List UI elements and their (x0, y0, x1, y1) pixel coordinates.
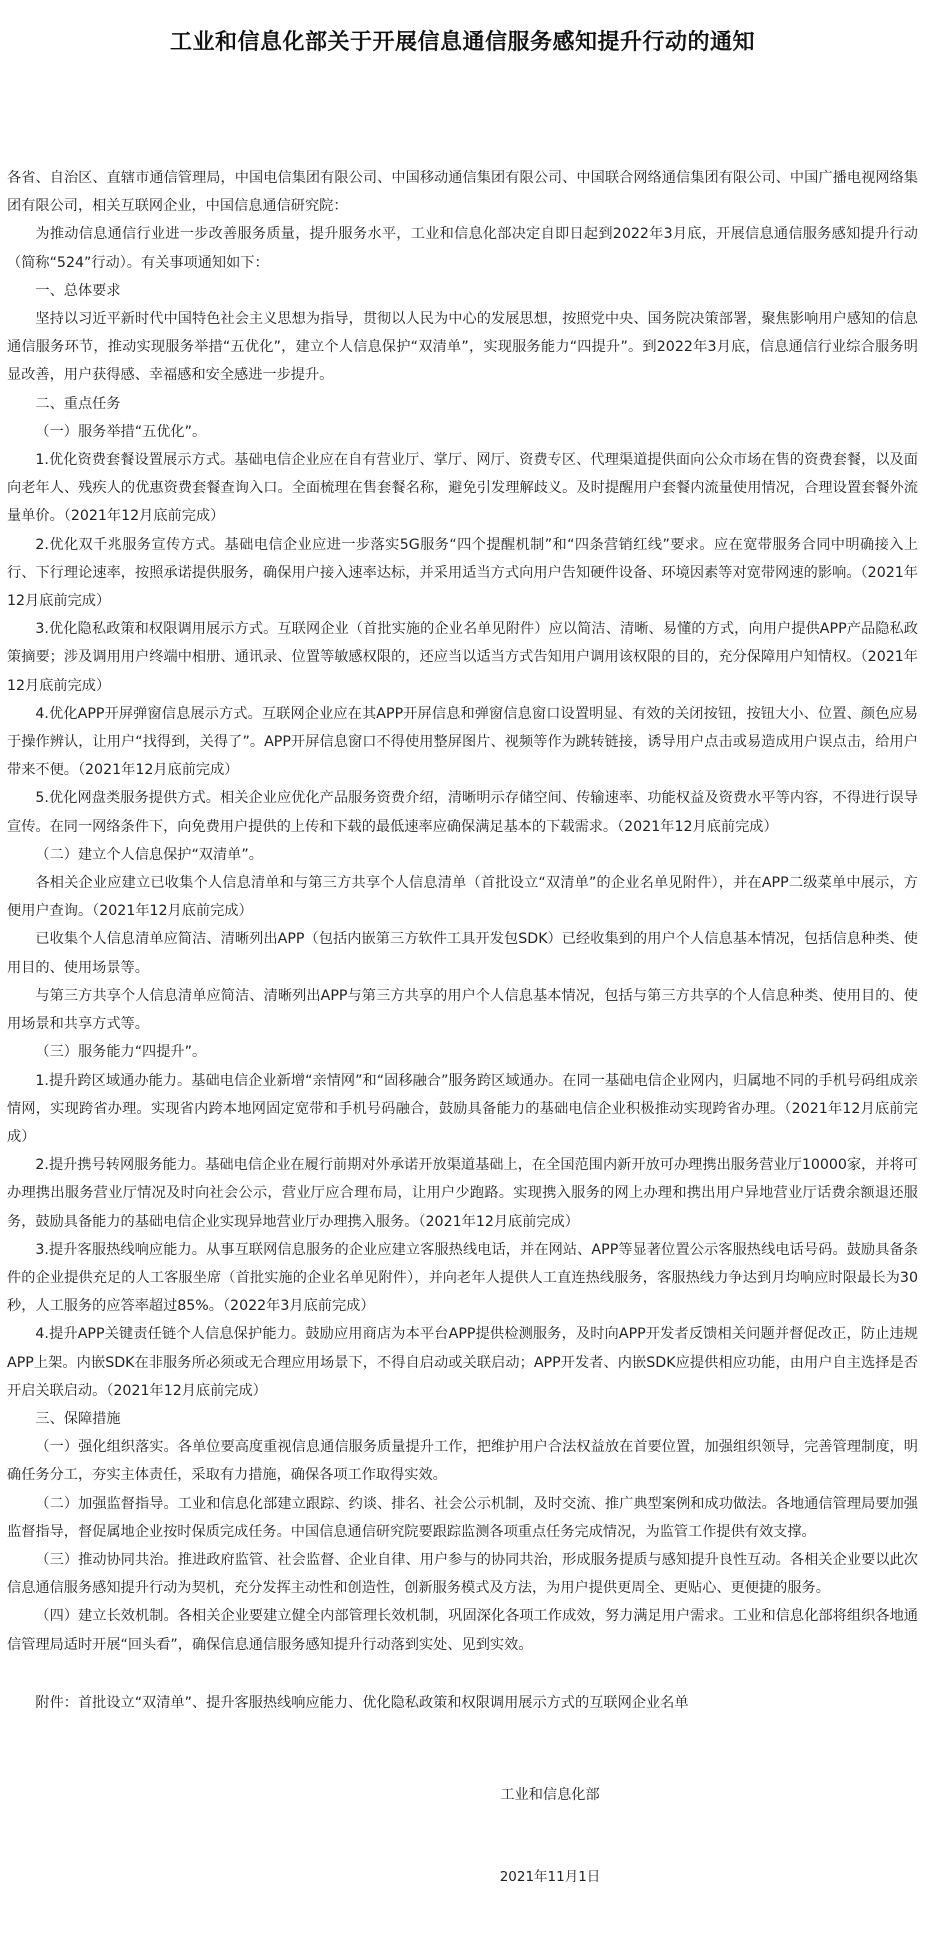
paragraph: 3.提升客服热线响应能力。从事互联网信息服务的企业应建立客服热线电话，并在网站、APP等显著位置公示客服热线电话号码。鼓励具备条件的企业提供充足的人工客服坐席（首批实施的企业名单见附件），并向老年人提供人工直连热线服务，客服热线力争达到月均响应时限最长为30秒，人工服务的应答率超过85%。（2022年3月底前完成） (7, 1241, 918, 1315)
paragraph: 与第三方共享个人信息清单应简洁、清晰列出APP与第三方共享的用户个人信息基本情况，包括与第三方共享的个人信息种类、使用目的、使用场景和共享方式等。 (7, 987, 918, 1033)
section-heading-safeguards: 三、保障措施 (35, 1410, 121, 1427)
subsection-heading: （二）建立个人信息保护“双清单”。 (35, 846, 263, 863)
issuer-signature: 工业和信息化部 (500, 1786, 600, 1803)
paragraph: 4.优化APP开屏弹窗信息展示方式。互联网企业应在其APP开屏信息和弹窗信息窗口设置明显、有效的关闭按钮，按钮大小、位置、颜色应易于操作辨认，让用户“找得到，关得了”。APP开屏信息窗口不得使用整屏图片、视频等作为跳转链接，诱导用户点击或易造成用户误点击，给用户带来不便。（2021年12月底前完成） (7, 705, 918, 779)
subsection-heading: （三）服务能力“四提升”。 (35, 1044, 207, 1061)
paragraph: 各相关企业应建立已收集个人信息清单和与第三方共享个人信息清单（首批设立“双清单”的企业名单见附件），并在APP二级菜单中展示，方便用户查询。（2021年12月底前完成） (7, 875, 918, 920)
paragraph: 3.优化隐私政策和权限调用展示方式。互联网企业（首批实施的企业名单见附件）应以简洁、清晰、易懂的方式，向用户提供APP产品隐私政策摘要；涉及调用用户终端中相册、通讯录、位置等敏感权限的，还应当以适当方式告知用户调用该权限的目的，充分保障用户知情权。（2021年12月底前完成） (7, 621, 918, 694)
paragraph-intro: 为推动信息通信行业进一步改善服务质量，提升服务水平，工业和信息化部决定自即日起到2022年3月底，开展信息通信服务感知提升行动（简称“524”行动）。有关事项通知如下： (7, 226, 918, 271)
paragraph: 1.提升跨区域通办能力。基础电信企业新增“亲情网”和“固移融合”服务跨区域通办。在同一基础电信企业网内，归属地不同的手机号码组成亲情网，实现跨省办理。实现省内跨本地网固定宽带和手机号码融合，鼓励具备能力的基础电信企业积极推动实现跨省办理。（2021年12月底前完成） (7, 1072, 918, 1145)
document-title: 工业和信息化部关于开展信息通信服务感知提升行动的通知 (169, 30, 755, 55)
paragraph: 2.提升携号转网服务能力。基础电信企业在履行前期对外承诺开放渠道基础上，在全国范围内新开放可办理携出服务营业厅10000家，并将可办理携出服务营业厅情况及时向社会公示，营业厅应合理布局，让用户少跑路。实现携入服务的网上办理和携出用户异地营业厅话费余额退还服务，鼓励具备能力的基础电信企业实现异地营业厅办理携入服务。（2021年12月底前完成） (7, 1157, 918, 1230)
section-heading-key-tasks: 二、重点任务 (35, 395, 121, 412)
section-heading-general-requirements: 一、总体要求 (35, 282, 121, 299)
attachment-note: 附件：首批设立“双清单”、提升客服热线响应能力、优化隐私政策和权限调用展示方式的互联网企业名单 (35, 1694, 689, 1711)
paragraph: （三）推动协同共治。推进政府监管、社会监督、企业自律、用户参与的协同共治，形成服务提质与感知提升良性互动。各相关企业要以此次信息通信服务感知提升行动为契机，充分发挥主动性和创造性，创新服务模式及方法，为用户提供更周全、更贴心、更便捷的服务。 (7, 1551, 918, 1597)
paragraph: 1.优化资费套餐设置展示方式。基础电信企业应在自有营业厅、掌厅、网厅、资费专区、代理渠道提供面向公众市场在售的资费套餐，以及面向老年人、残疾人的优惠资费套餐查询入口。全面梳理在售套餐名称，避免引发理解歧义。及时提醒用户套餐内流量使用情况，合理设置套餐外流量单价。（2021年12月底前完成） (7, 452, 918, 525)
document-body (7, 164, 918, 1659)
paragraph: 2.优化双千兆服务宣传方式。基础电信企业应进一步落实5G服务“四个提醒机制”和“四条营销红线”要求。应在宽带服务合同中明确接入上行、下行理论速率，按照承诺提供服务，确保用户接入速率达标，并采用适当方式向用户告知硬件设备、环境因素等对宽带网速的影响。（2021年12月底前完成） (7, 536, 918, 610)
paragraph: 坚持以习近平新时代中国特色社会主义思想为指导，贯彻以人民为中心的发展思想，按照党中央、国务院决策部署，聚焦影响用户感知的信息通信服务环节，推动实现服务举措“五优化”，建立个人信息保护“双清单”，实现服务能力“四提升”。到2022年3月底，信息通信行业综合服务明显改善，用户获得感、幸福感和安全感进一步提升。 (7, 311, 918, 384)
paragraph: 4.提升APP关键责任链个人信息保护能力。鼓励应用商店为本平台APP提供检测服务，及时向APP开发者反馈相关问题并督促改正，防止违规APP上架。内嵌SDK在非服务所必须或无合理应用场景下，不得自启动或关联启动；APP开发者、内嵌SDK应提供相应功能，由用户自主选择是否开启关联启动。（2021年12月底前完成） (7, 1326, 918, 1399)
paragraph: （四）建立长效机制。各相关企业要建立健全内部管理长效机制，巩固深化各项工作成效，努力满足用户需求。工业和信息化部将组织各地通信管理局适时开展“回头看”，确保信息通信服务感知提升行动落到实处、见到实效。 (7, 1608, 918, 1653)
paragraph: 5.优化网盘类服务提供方式。相关企业应优化产品服务资费介绍，清晰明示存储空间、传输速率、功能权益及资费水平等内容，不得进行误导宣传。在同一网络条件下，向免费用户提供的上传和下载的最低速率应确保满足基本的下载需求。（2021年12月底前完成） (7, 790, 918, 835)
paragraph: （一）强化组织落实。各单位要高度重视信息通信服务质量提升工作，把维护用户合法权益放在首要位置，加强组织领导，完善管理制度，明确任务分工，夯实主体责任，采取有力措施，确保各项工作取得实效。 (7, 1439, 918, 1484)
paragraph: 已收集个人信息清单应简洁、清晰列出APP（包括内嵌第三方软件工具开发包SDK）已经收集到的用户个人信息基本情况，包括信息种类、使用目的、使用场景等。 (7, 931, 918, 976)
paragraph: （二）加强监督指导。工业和信息化部建立跟踪、约谈、排名、社会公示机制，及时交流、推广典型案例和成功做法。各地通信管理局要加强监督指导，督促属地企业按时保质完成任务。中国信息通信研究院要跟踪监测各项重点任务完成情况，为监管工作提供有效支撑。 (7, 1495, 918, 1540)
subsection-heading: （一）服务举措“五优化”。 (35, 423, 207, 440)
issue-date: 2021年11月1日 (499, 1868, 601, 1885)
paragraph-addressees: 各省、自治区、直辖市通信管理局，中国电信集团有限公司、中国移动通信集团有限公司、中国联合网络通信集团有限公司、中国广播电视网络集团有限公司，相关互联网企业，中国信息通信研究院： (7, 170, 918, 215)
